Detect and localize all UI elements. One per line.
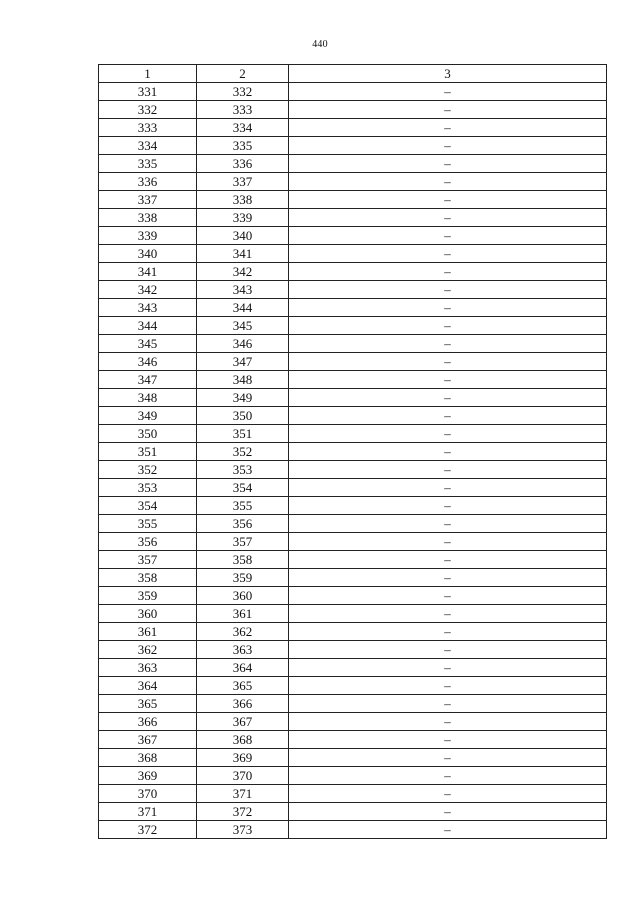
table-cell: – [289, 497, 607, 515]
table-cell: 351 [197, 425, 289, 443]
table-cell: 369 [197, 749, 289, 767]
table-cell: 353 [99, 479, 197, 497]
table-cell: – [289, 155, 607, 173]
table-row [99, 317, 607, 335]
table-cell: 347 [197, 353, 289, 371]
table-cell: 344 [99, 317, 197, 335]
table-row [99, 479, 607, 497]
table-row [99, 551, 607, 569]
table-cell: – [289, 173, 607, 191]
table-row [99, 749, 607, 767]
table-row [99, 569, 607, 587]
table-cell: 367 [99, 731, 197, 749]
table-cell: 336 [197, 155, 289, 173]
table-row [99, 191, 607, 209]
table-cell: – [289, 443, 607, 461]
table-cell: 332 [197, 83, 289, 101]
table-row [99, 83, 607, 101]
table-row [99, 227, 607, 245]
table-cell: – [289, 677, 607, 695]
table-cell: 335 [197, 137, 289, 155]
table-cell: – [289, 227, 607, 245]
table-cell: – [289, 281, 607, 299]
table-cell: 351 [99, 443, 197, 461]
table-row [99, 785, 607, 803]
table-cell: 371 [197, 785, 289, 803]
data-table [98, 64, 607, 839]
table-cell: 365 [99, 695, 197, 713]
table-row [99, 371, 607, 389]
table-row [99, 605, 607, 623]
table-cell: 348 [99, 389, 197, 407]
table-row [99, 137, 607, 155]
table-cell: – [289, 461, 607, 479]
column-header: 3 [289, 65, 607, 83]
table-cell: 348 [197, 371, 289, 389]
table-cell: 357 [197, 533, 289, 551]
table-row [99, 173, 607, 191]
table-cell: 364 [197, 659, 289, 677]
table-cell: 343 [197, 281, 289, 299]
table-row [99, 533, 607, 551]
table-cell: 370 [197, 767, 289, 785]
table-cell: – [289, 659, 607, 677]
table-cell: 373 [197, 821, 289, 839]
table-cell: 335 [99, 155, 197, 173]
table-cell: 362 [197, 623, 289, 641]
table-cell: – [289, 371, 607, 389]
table-cell: 354 [99, 497, 197, 515]
table-cell: – [289, 605, 607, 623]
table-cell: 366 [99, 713, 197, 731]
table-cell: 355 [197, 497, 289, 515]
table-row [99, 641, 607, 659]
table-cell: 349 [99, 407, 197, 425]
table-row [99, 821, 607, 839]
table-cell: 369 [99, 767, 197, 785]
table-cell: 361 [197, 605, 289, 623]
table-cell: 336 [99, 173, 197, 191]
table-row [99, 335, 607, 353]
table-cell: – [289, 263, 607, 281]
table-row [99, 803, 607, 821]
table-cell: – [289, 83, 607, 101]
table-cell: 359 [197, 569, 289, 587]
table-cell: 345 [99, 335, 197, 353]
table-cell: – [289, 101, 607, 119]
table-cell: – [289, 695, 607, 713]
table-row [99, 713, 607, 731]
table-cell: 360 [197, 587, 289, 605]
table-cell: 350 [197, 407, 289, 425]
table-cell: – [289, 209, 607, 227]
table-row [99, 695, 607, 713]
table-cell: – [289, 767, 607, 785]
header-row [99, 65, 607, 83]
table-cell: – [289, 479, 607, 497]
table-cell: 372 [99, 821, 197, 839]
table-row [99, 767, 607, 785]
table-cell: 345 [197, 317, 289, 335]
table-cell: 352 [197, 443, 289, 461]
table-row [99, 731, 607, 749]
table-row [99, 623, 607, 641]
table-cell: – [289, 533, 607, 551]
table-cell: 337 [197, 173, 289, 191]
table-cell: 368 [197, 731, 289, 749]
table-cell: 372 [197, 803, 289, 821]
column-header: 2 [197, 65, 289, 83]
table-row [99, 497, 607, 515]
table-cell: – [289, 335, 607, 353]
table-cell: – [289, 731, 607, 749]
table-cell: 341 [99, 263, 197, 281]
table-cell: 355 [99, 515, 197, 533]
table-cell: – [289, 407, 607, 425]
table-cell: – [289, 245, 607, 263]
table-row [99, 299, 607, 317]
table-cell: 333 [99, 119, 197, 137]
table-cell: 334 [197, 119, 289, 137]
table-cell: – [289, 749, 607, 767]
table-cell: 334 [99, 137, 197, 155]
table-cell: 358 [99, 569, 197, 587]
table-cell: 362 [99, 641, 197, 659]
table-cell: – [289, 713, 607, 731]
table-row [99, 461, 607, 479]
table-cell: 339 [197, 209, 289, 227]
table-cell: 343 [99, 299, 197, 317]
table-cell: – [289, 119, 607, 137]
table-row [99, 353, 607, 371]
table-row [99, 281, 607, 299]
table-cell: – [289, 551, 607, 569]
table-row [99, 677, 607, 695]
table-cell: 332 [99, 101, 197, 119]
table-cell: – [289, 569, 607, 587]
table-cell: 344 [197, 299, 289, 317]
table-cell: – [289, 191, 607, 209]
table-cell: 354 [197, 479, 289, 497]
table-row [99, 659, 607, 677]
table-row [99, 155, 607, 173]
table-row [99, 407, 607, 425]
table-cell: 346 [197, 335, 289, 353]
table-cell: 361 [99, 623, 197, 641]
table-row [99, 587, 607, 605]
page-number: 440 [312, 39, 328, 50]
table-cell: 346 [99, 353, 197, 371]
table-row [99, 245, 607, 263]
table-row [99, 119, 607, 137]
table-cell: 358 [197, 551, 289, 569]
table-row [99, 515, 607, 533]
table-cell: – [289, 587, 607, 605]
table-row [99, 389, 607, 407]
table-cell: 349 [197, 389, 289, 407]
table-header [99, 65, 607, 83]
table-cell: – [289, 353, 607, 371]
table-cell: – [289, 821, 607, 839]
table-cell: 367 [197, 713, 289, 731]
table-cell: 371 [99, 803, 197, 821]
table-cell: 357 [99, 551, 197, 569]
table-body [99, 83, 607, 839]
table-cell: 331 [99, 83, 197, 101]
table-cell: 363 [197, 641, 289, 659]
table-cell: 364 [99, 677, 197, 695]
table-row [99, 443, 607, 461]
table-cell: – [289, 299, 607, 317]
table-row [99, 263, 607, 281]
table-cell: 338 [197, 191, 289, 209]
table-cell: – [289, 785, 607, 803]
table-cell: – [289, 515, 607, 533]
table-row [99, 209, 607, 227]
table-cell: 337 [99, 191, 197, 209]
table-cell: 341 [197, 245, 289, 263]
table-cell: 370 [99, 785, 197, 803]
table-cell: 360 [99, 605, 197, 623]
table-cell: 339 [99, 227, 197, 245]
table-cell: 365 [197, 677, 289, 695]
table-cell: 366 [197, 695, 289, 713]
table-cell: – [289, 623, 607, 641]
table-cell: 352 [99, 461, 197, 479]
table-cell: – [289, 389, 607, 407]
table-cell: 340 [197, 227, 289, 245]
table-cell: 342 [197, 263, 289, 281]
table-cell: – [289, 803, 607, 821]
table-cell: 342 [99, 281, 197, 299]
table-cell: – [289, 137, 607, 155]
table-cell: – [289, 641, 607, 659]
column-header: 1 [99, 65, 197, 83]
table-cell: 356 [99, 533, 197, 551]
table-cell: 350 [99, 425, 197, 443]
table-cell: – [289, 425, 607, 443]
table-row [99, 425, 607, 443]
table-cell: 359 [99, 587, 197, 605]
table-cell: 363 [99, 659, 197, 677]
table-cell: 368 [99, 749, 197, 767]
table-cell: 356 [197, 515, 289, 533]
table-cell: – [289, 317, 607, 335]
table-row [99, 101, 607, 119]
table-cell: 338 [99, 209, 197, 227]
table-cell: 340 [99, 245, 197, 263]
table-cell: 347 [99, 371, 197, 389]
table-cell: 353 [197, 461, 289, 479]
table-cell: 333 [197, 101, 289, 119]
